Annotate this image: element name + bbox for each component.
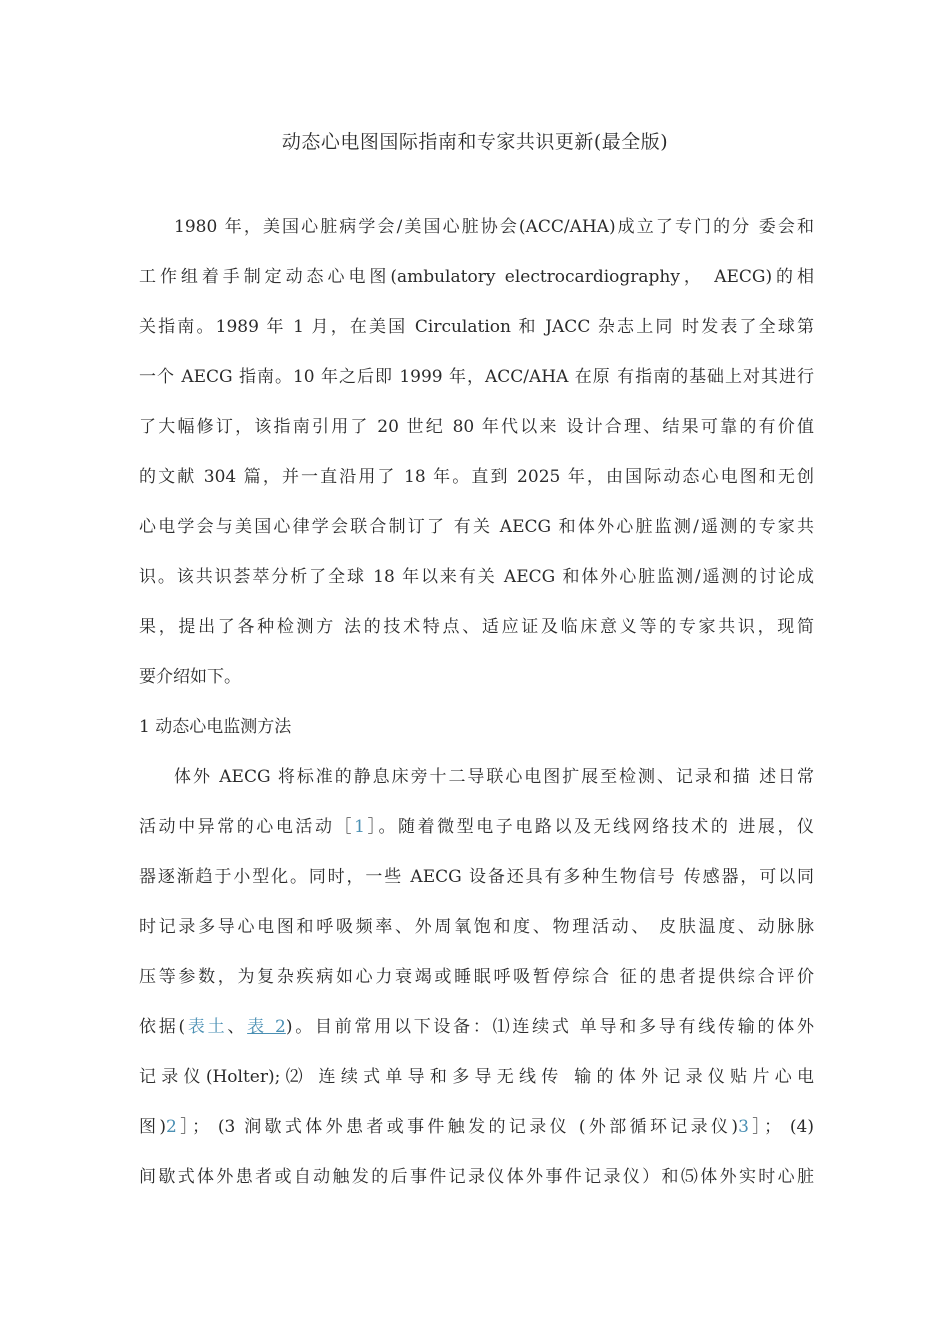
body-line-8	[139, 1114, 814, 1140]
body-line-2-text-a: 活动中异常的心电活动［	[139, 817, 355, 837]
intro-line-9: 果，提出了各种检测方 法的技术特点、适应证及临床意义等的专家共识，现简	[139, 617, 814, 637]
body-line-8-text-c: ］； (4)	[748, 1117, 814, 1137]
intro-line-8: 识。该共识荟萃分析了全球 18 年以来有关 AECG 和体外心脏监测/遥测的讨论成	[139, 567, 814, 587]
body-line-9: 间歇式体外患者或自动触发的后事件记录仪体外事件记录仪）和⑸体外实时心脏	[139, 1167, 814, 1187]
body-line-2	[139, 814, 814, 840]
body-line-7: 记录仪(Holter);⑵ 连续式单导和多导无线传 输的体外记录仪贴片心电	[139, 1067, 814, 1087]
body-line-3: 器逐渐趋于小型化。同时，一些 AECG 设备还具有多种生物信号 传感器，可以同	[139, 867, 814, 887]
reference-2-link[interactable]: 2	[166, 1117, 177, 1137]
intro-line-3: 关指南。1989 年 1 月，在美国 Circulation 和 JACC 杂志上同 时发表了全球第	[139, 317, 814, 337]
intro-line-5: 了大幅修订，该指南引用了 20 世纪 80 年代以来 设计合理、结果可靠的有价值	[139, 417, 814, 437]
intro-line-10: 要介绍如下。	[139, 667, 241, 687]
body-line-6-sep: 、	[227, 1017, 248, 1037]
body-line-6	[139, 1014, 814, 1040]
document-title: 动态心电图国际指南和专家共识更新(最全版)	[281, 131, 669, 153]
body-line-5: 压等参数，为复杂疾病如心力衰竭或睡眠呼吸暂停综合 征的患者提供综合评价	[139, 967, 814, 987]
reference-1-link[interactable]: 1	[354, 817, 365, 837]
table-2-link[interactable]: 表 2	[247, 1017, 286, 1037]
intro-line-2: 工作组着手制定动态心电图(ambulatory electrocardiography， AECG)的相	[139, 267, 814, 287]
section-heading: 1 动态心电监测方法	[139, 717, 292, 737]
intro-line-4: 一个 AECG 指南。10 年之后即 1999 年，ACC/AHA 在原 有指南的基础上对其进行	[139, 367, 814, 387]
table-1-link[interactable]: 表土	[185, 1017, 228, 1037]
intro-line-6: 的文献 304 篇，并一直沿用了 18 年。直到 2025 年，由国际动态心电图和无创	[139, 467, 814, 487]
body-line-8-text-b: ］； (3 涧歇式体外患者或事件触发的记录仪 (外部循环记录仪)	[176, 1117, 739, 1137]
reference-3-link[interactable]: 3	[738, 1117, 749, 1137]
body-line-1: 体外 AECG 将标准的静息床旁十二导联心电图扩展至检测、记录和描 述日常	[174, 767, 814, 787]
body-line-4: 时记录多导心电图和呼吸频率、外周氧饱和度、物理活动、 皮肤温度、动脉脉	[139, 917, 814, 937]
intro-line-7: 心电学会与美国心律学会联合制订了 有关 AECG 和体外心脏监测/遥测的专家共	[139, 517, 814, 537]
body-line-2-text-b: ］。随着微型电子电路以及无线网络技术的 进展，仪	[364, 817, 815, 837]
body-line-8-text-a: 图)	[139, 1117, 167, 1137]
body-line-6-text-b: )。目前常用以下设备：⑴连续式 单导和多导有线传输的体外	[285, 1017, 814, 1037]
intro-line-1: 1980 年，美国心脏病学会/美国心脏协会(ACC/AHA)成立了专门的分 委会和	[174, 217, 814, 237]
body-line-6-text-a: 依据(	[139, 1017, 186, 1037]
